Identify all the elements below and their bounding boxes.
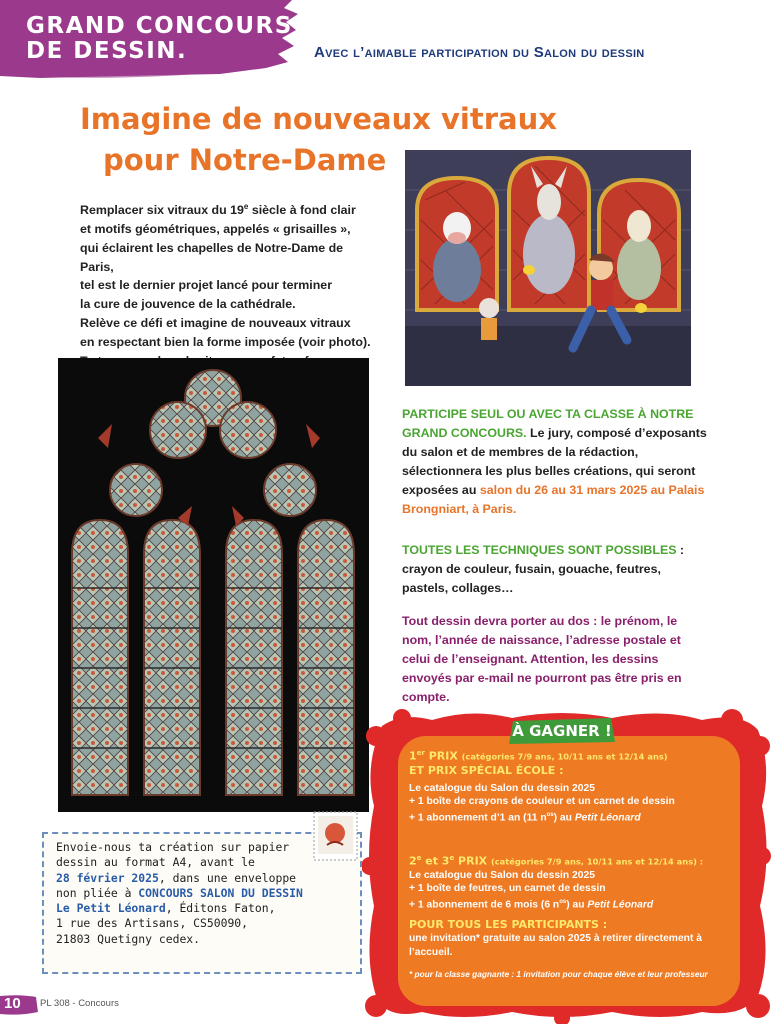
cartoon-illustration xyxy=(405,150,691,386)
all-participants-text: une invitation* gratuite au salon 2025 à retirer directement à l’accueil. xyxy=(409,933,702,958)
second-prize-sub-b: ) au xyxy=(566,899,588,911)
second-prize-item-3 xyxy=(409,896,729,912)
participate-lead: PARTICIPE SEUL OU AVEC TA CLASSE À NOTRE GRAND CONCOURS. xyxy=(402,407,694,440)
all-participants-title: POUR TOUS LES PARTICIPANTS : xyxy=(409,918,608,931)
page-number xyxy=(0,994,40,1016)
magazine-name: Le Petit Léonard xyxy=(56,901,166,916)
intro-text xyxy=(80,198,380,370)
second-prize-categories: (catégories 7/9 ans, 10/11 ans et 12/14 ans) : xyxy=(490,856,704,867)
page-number-label: 10 xyxy=(4,995,21,1012)
all-participants-prize xyxy=(409,918,729,959)
envelope-line-2: dessin au format A4, avant le xyxy=(56,855,255,870)
stained-glass-photo xyxy=(58,358,369,812)
envelope-line-4 xyxy=(56,886,346,901)
second-prize-item-2: + 1 boîte de feutres, un carnet de dessin xyxy=(409,883,606,895)
third-prize-num: et 3 xyxy=(421,854,450,868)
banner-line-1: GRAND CONCOURS xyxy=(26,13,293,39)
intro-part-2: siècle à fond clair et motifs géométriques, appelés « grisailles », qui éclairent les chapelles de Notre-Dame de Paris, tel est le dernier projet lancé pour terminer la cure de jouvence de la cathédrale. Relève ce défi et imagine de nouveaux vitraux en respectant bien la forme imposée (voir photo). xyxy=(80,203,371,349)
envelope-line-3-rest: , dans une enveloppe xyxy=(158,870,297,885)
participate-text xyxy=(402,405,707,519)
prize-footnote: * pour la classe gagnante : 1 invitation pour chaque élève et leur professeur xyxy=(409,969,708,979)
first-prize-magazine: Petit Léonard xyxy=(574,812,641,824)
first-prize-item-2: + 1 boîte de crayons de couleur et un carnet de dessin xyxy=(409,796,675,808)
first-prize-item-1: Le catalogue du Salon du dessin 2025 xyxy=(409,782,595,794)
techniques-body: : crayon de couleur, fusain, gouache, feutres, pastels, collages… xyxy=(402,543,685,595)
first-prize-sub-sup: os xyxy=(546,811,554,818)
publisher-name: , Éditons Faton, xyxy=(165,901,276,916)
envelope-line-4-a: non pliée à xyxy=(56,885,139,900)
first-prize-sub-a: + 1 abonnement d’1 an (11 n xyxy=(409,812,547,824)
contest-address: CONCOURS SALON DU DESSIN xyxy=(138,885,303,900)
envelope-text xyxy=(56,840,346,947)
first-prize-categories: (catégories 7/9 ans, 10/11 ans et 12/14 ans) xyxy=(461,751,668,762)
second-prize-sub-a: + 1 abonnement de 6 mois (6 n xyxy=(409,899,560,911)
techniques-text xyxy=(402,541,702,598)
rules-text: Tout dessin devra porter au dos : le prénom, le nom, l’année de naissance, l’adresse postale et celui de l’enseignant. Attention, les dessins envoyés par e-mail ne pourront pas être pris en compte. xyxy=(402,614,682,704)
envelope-line-6: 1 rue des Artisans, CS50090, xyxy=(56,916,249,931)
second-prize-num: 2 xyxy=(409,854,417,868)
first-prize xyxy=(409,746,729,825)
second-prize-item-1: Le catalogue du Salon du dessin 2025 xyxy=(409,869,595,881)
intro-part-1: Remplacer six vitraux du 19 xyxy=(80,203,244,218)
second-prize-label: PRIX xyxy=(454,854,491,868)
envelope-line-7: 21803 Quetigny cedex. xyxy=(56,931,201,946)
deadline-date: 28 février 2025 xyxy=(56,870,159,885)
envelope-line-3 xyxy=(56,871,346,886)
page-reference: PL 308 - Concours xyxy=(40,998,119,1009)
first-prize-num: 1 xyxy=(409,749,417,763)
second-prize-sup: e xyxy=(416,854,422,862)
salon-dates: salon du 26 au 31 mars 2025 au Palais Brongniart, à Paris. xyxy=(402,483,705,516)
third-prize-sup: e xyxy=(449,854,455,862)
title-line-1: Imagine de nouveaux vitraux xyxy=(80,102,557,136)
prize-banner-label: À GAGNER ! xyxy=(512,722,612,740)
title-line-2: pour Notre-Dame xyxy=(103,143,387,177)
envelope-line-1: Envoie-nous ta création sur papier xyxy=(56,840,290,854)
second-prize-magazine: Petit Léonard xyxy=(587,899,654,911)
first-prize-sup: er xyxy=(416,749,425,757)
techniques-lead: TOUTES LES TECHNIQUES SONT POSSIBLES xyxy=(402,543,677,557)
intro-sup: e xyxy=(243,202,249,211)
participate-body: Le jury, composé d’exposants du salon et de membres de la rédaction, sélectionnera les plus belles créations, qui seront exposées au xyxy=(402,426,707,497)
sponsor-line: Avec l’aimable participation du Salon du dessin xyxy=(314,44,645,61)
second-third-prize xyxy=(409,851,729,912)
banner-line-2: DE DESSIN. xyxy=(26,38,188,64)
first-prize-label: PRIX xyxy=(424,749,462,763)
second-prize-sub-sup: os xyxy=(559,898,567,905)
banner-title xyxy=(26,14,293,64)
prize-banner xyxy=(509,718,615,744)
stamp-icon xyxy=(313,811,358,861)
first-prize-item-3 xyxy=(409,809,729,825)
first-prize-sub-b: ) au xyxy=(553,812,575,824)
envelope-line-5 xyxy=(56,901,346,916)
special-school-prize: ET PRIX SPÉCIAL ÉCOLE : xyxy=(409,763,564,777)
